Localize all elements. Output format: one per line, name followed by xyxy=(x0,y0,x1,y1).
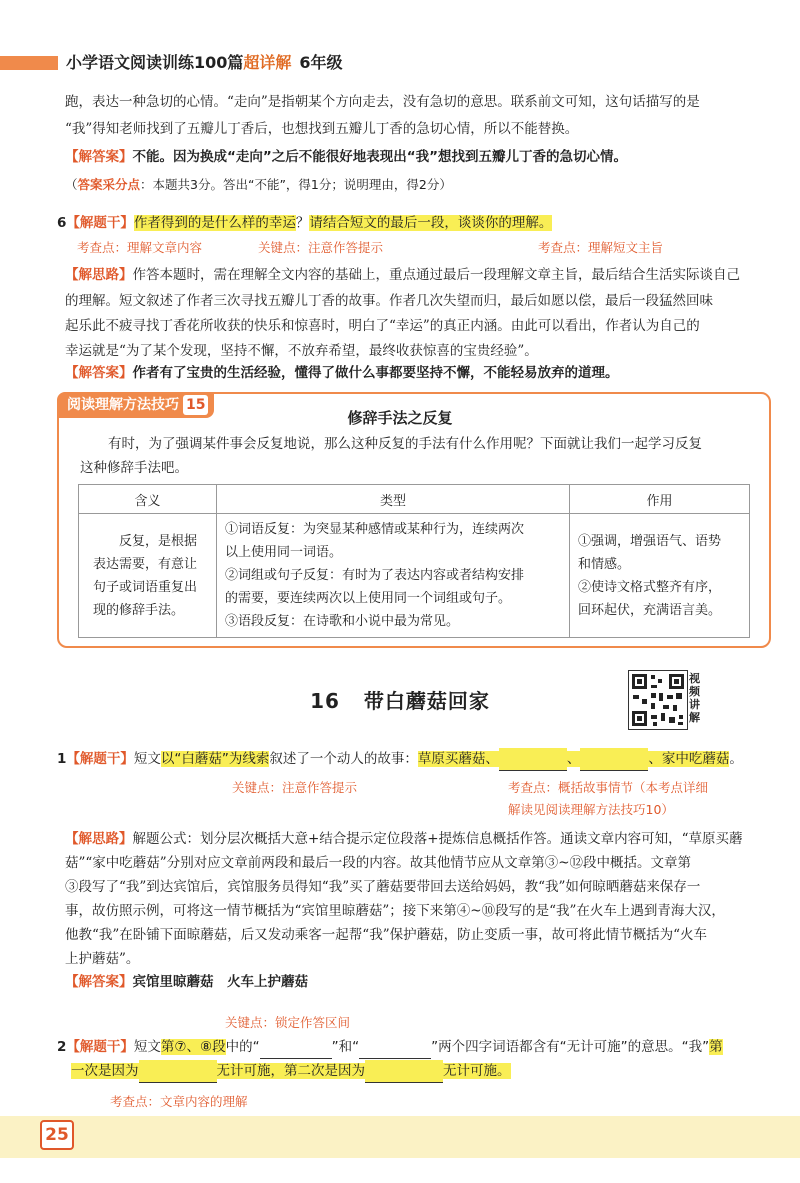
question-2-cont: 一次是因为 无计可施，第二次是因为 无计可施。 xyxy=(71,1060,511,1083)
qr-label: 视 频 讲 解 xyxy=(689,672,700,724)
answer-blank[interactable] xyxy=(580,748,648,771)
question-number: 6 xyxy=(57,215,67,231)
analysis-line: 【解思路】解题公式：划分层次概括大意+结合提示定位段落+提炼信息概括作答。通读文章内容可知，“草原买蘑 xyxy=(65,831,743,847)
answer-text: 作者有了宝贵的生活经验，懂得了做什么事都要坚持不懈，不能轻易放弃的道理。 xyxy=(132,365,619,381)
analysis-line: 事，故仿照示例，可将这一情节概括为“宾馆里晾蘑菇”；接下来第④~⑩段写的是“我”在火车上遇到青海大汉， xyxy=(65,903,725,919)
analysis-line: 他教“我”在卧铺下面晾蘑菇，后又发动乘客一起帮“我”保护蘑菇，防止变质一事，故可将此情节概括为“火车 xyxy=(65,927,708,943)
table-row xyxy=(79,514,750,638)
book-title-main: 小学语文阅读训练100篇 xyxy=(66,53,244,72)
method-number: 15 xyxy=(183,395,208,415)
answer-6 xyxy=(65,362,619,384)
explanation-line: 跑，表达一种急切的心情。“走向”是指朝某个方向走去，没有急切的意思。联系前文可知，这句话描写的是 xyxy=(65,94,700,110)
analysis-line: 的理解。短文叙述了作者三次寻找五瓣儿丁香的故事。作者几次失望而归，最后如愿以偿，最后一段猛然回味 xyxy=(65,293,713,309)
analysis-line: 【解思路】作答本题时，需在理解全文内容的基础上，重点通过最后一段理解文章主旨，最后结合生活实际谈自己 xyxy=(65,267,740,283)
method-box-tag: 阅读理解方法技巧 15 xyxy=(57,392,214,418)
lesson-name: 带白蘑菇回家 xyxy=(363,689,490,713)
lesson-number: 16 xyxy=(310,689,340,713)
answer-text: 不能。因为换成“走向”之后不能很好地表现出“我”想找到五瓣儿丁香的急切心情。 xyxy=(132,149,627,165)
question-number: 1 xyxy=(57,751,67,767)
answer-blank[interactable] xyxy=(260,1036,332,1059)
book-title xyxy=(66,50,343,73)
method-intro: 有时，为了强调某件事会反复地说，那么这种反复的手法有什么作用呢？下面就让我们一起学习反复 xyxy=(108,436,702,452)
analysis-line: ③段写了“我”到达宾馆后，宾馆服务员得知“我”买了蘑菇要带回去送给妈妈，教“我”如何晾晒蘑菇来保存一 xyxy=(65,879,701,895)
exam-point-note: 考查点：文章内容的理解 xyxy=(110,1094,248,1109)
answer-blank[interactable] xyxy=(499,748,567,771)
question-text-highlight: 以“白蘑菇”为线索 xyxy=(160,751,270,767)
key-point-note: 关键点：注意作答提示 xyxy=(232,780,358,795)
answer-tag: 【解答案】 xyxy=(65,974,133,990)
question-1: 1【解题干】短文以“白蘑菇”为线索叙述了一个动人的故事：草原买蘑菇、 、 、家中吃蘑菇。 xyxy=(57,748,743,771)
exam-point-note: 考查点：理解短文主旨 xyxy=(538,240,664,255)
analysis-line: 上护蘑菇”。 xyxy=(65,951,140,967)
question-text-highlight: 作者得到的是什么样的幸运 xyxy=(133,215,296,231)
qr-code-graphic xyxy=(629,671,687,729)
answer-blank[interactable] xyxy=(139,1060,217,1083)
question-2: 2【解题干】短文第⑦、⑧段中的“ ”和“ ”两个四字词语都含有“无计可施”的意思。“我”第 xyxy=(57,1036,723,1059)
scoring-tag: 答案采分点 xyxy=(77,177,141,192)
exam-point-note: 考查点：概括故事情节（本考点详细 xyxy=(508,780,709,795)
book-title-subtitle: 超详解 xyxy=(243,53,292,72)
header-accent-bar xyxy=(0,56,58,70)
page-number: 25 xyxy=(40,1120,74,1150)
grade-label: 6年级 xyxy=(299,53,343,72)
question-text-highlight: 第⑦、⑧段 xyxy=(160,1039,226,1055)
question-number: 2 xyxy=(57,1039,67,1055)
answer-blank[interactable] xyxy=(365,1060,443,1083)
answer-blank[interactable] xyxy=(359,1036,431,1059)
answer-1 xyxy=(65,971,308,993)
explanation-line: “我”得知老师找到了五瓣儿丁香后，也想找到五瓣儿丁香的急切心情，所以不能替换。 xyxy=(65,121,579,137)
question-tag: 【解题干】 xyxy=(66,1039,134,1055)
question-text-highlight: 请结合短文的最后一段，谈谈你的理解。 xyxy=(309,215,553,231)
analysis-tag: 【解思路】 xyxy=(65,267,133,283)
method-intro: 这种修辞手法吧。 xyxy=(80,460,188,476)
analysis-tag: 【解思路】 xyxy=(65,831,133,847)
analysis-line: 幸运就是“为了某个发现，坚持不懈，不放弃希望，最终收获惊喜的宝贵经验”。 xyxy=(65,343,538,359)
table-header: 作用 xyxy=(570,485,750,514)
exam-point-note: 解读见阅读理解方法技巧10） xyxy=(508,802,674,817)
qr-code-icon[interactable] xyxy=(628,670,688,730)
answer-tag: 【解答案】 xyxy=(65,149,133,165)
exam-point-note: 考查点：理解文章内容 xyxy=(77,240,203,255)
effects-cell: ①强调，增强语气、语势 和情感。 ②使诗文格式整齐有序， 回环起伏，充满语言美。 xyxy=(570,514,750,638)
scoring-text: ：本题共3分。答出“不能”，得1分；说明理由，得2分） xyxy=(140,177,452,192)
key-point-note: 关键点：锁定作答区间 xyxy=(225,1015,351,1030)
types-cell: ①词语反复：为突显某种感情或某种行为，连续两次 以上使用同一词语。 ②词组或句子反复：有时为了表达内容或者结构安排 的需要，要连续两次以上使用同一个词组或句子。 ③语段反复：在诗歌和小说中最为常见。 xyxy=(217,514,570,638)
answer-text: 宾馆里晾蘑菇 火车上护蘑菇 xyxy=(132,974,308,990)
answer-5 xyxy=(65,146,627,168)
analysis-line: 菇”“家中吃蘑菇”分别对应文章前两段和最后一段的内容。故其他情节应从文章第③~⑫段中概括。文章第 xyxy=(65,855,692,871)
answer-tag: 【解答案】 xyxy=(65,365,133,381)
question-tag: 【解题干】 xyxy=(66,215,134,231)
method-table xyxy=(78,484,750,638)
question-6: 6【解题干】作者得到的是什么样的幸运？请结合短文的最后一段，谈谈你的理解。 xyxy=(57,215,553,231)
table-header: 含义 xyxy=(79,485,217,514)
key-point-note: 关键点：注意作答提示 xyxy=(258,240,384,255)
footer-band xyxy=(0,1116,800,1158)
scoring-note: （答案采分点：本题共3分。答出“不能”，得1分；说明理由，得2分） xyxy=(65,177,452,192)
table-header-row xyxy=(79,485,750,514)
meaning-cell: 反复，是根据 表达需要，有意让 句子或词语重复出 现的修辞手法。 xyxy=(79,514,217,638)
analysis-line: 起乐此不疲寻找丁香花所收获的快乐和惊喜时，明白了“幸运”的真正内涵。由此可以看出，作者认为自己的 xyxy=(65,318,700,334)
question-tag: 【解题干】 xyxy=(66,751,134,767)
method-title: 修辞手法之反复 xyxy=(347,409,453,427)
table-header: 类型 xyxy=(217,485,570,514)
